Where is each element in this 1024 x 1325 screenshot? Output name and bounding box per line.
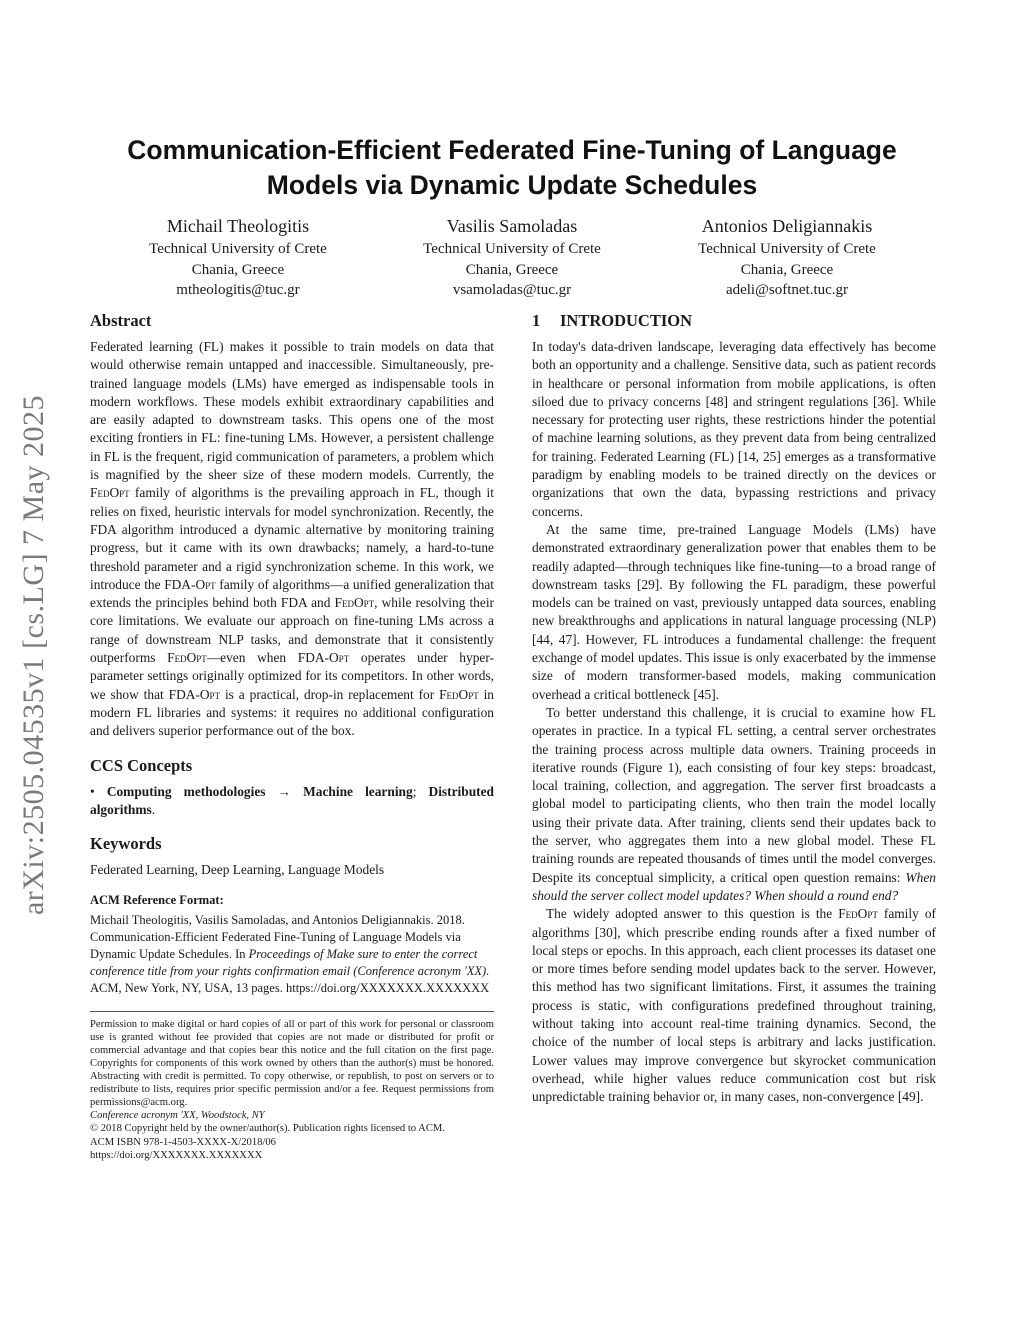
author-name: Antonios Deligiannakis: [701, 216, 873, 236]
acm-ref-text: Michail Theologitis, Vasilis Samoladas, and Antonios Deligiannakis. 2018. Communication-Efficient Federated Fine-Tuning of Language Models via Dynamic Update Schedules. In Proceedings of Make sure to enter the correct conference title from your rights confirmation email (Conference acronym 'XX). ACM, New York, NY, USA, 13 pages. https://doi.org/XXXXXXX.XXXXXXX: [90, 912, 490, 995]
author-block: [387, 214, 637, 301]
right-column: [532, 310, 936, 1106]
arxiv-stamp: [14, 352, 54, 957]
abstract-text: Federated learning (FL) makes it possible to train models on data that would otherwise remain untapped and inaccessible. Simultaneously, pre-trained language models (LMs) have emerged as indispensable tools in modern workflows. These models exhibit extraordinary capabilities and are easily adapted to downstream tasks. This opens one of the most exciting frontiers in FL: fine-tuning LMs. However, a persistent challenge in FL is the frequent, rigid communication of parameters, a problem which is magnified by the sheer size of these modern models. Currently, the FedOpt family of algorithms is the prevailing approach in FL, though it relies on fixed, heuristic intervals for model synchronization. Recently, the FDA algorithm introduced a dynamic alternative by monitoring training progress, but it came with its own drawbacks; namely, a hard-to-tune threshold parameter and a rigid synchronization scheme. In this work, we introduce the FDA-Opt family of algorithms—a unified generalization that extends the principles behind both FDA and FedOpt, while resolving their core limitations. We evaluate our approach on fine-tuning LMs across a range of downstream NLP tasks, and demonstrate that it consistently outperforms FedOpt—even when FDA-Opt operates under hyper-parameter settings originally optimized for its competitors. In other words, we show that FDA-Opt is a practical, drop-in replacement for FedOpt in modern FL libraries and systems: it requires no additional configuration and delivers superior performance out of the box.: [90, 339, 495, 739]
paper-title: Communication-Efficient Federated Fine-Tuning of Language Models via Dynamic Update Schedules: [127, 135, 897, 200]
doi-line: https://doi.org/XXXXXXX.XXXXXXX: [90, 1149, 263, 1161]
permission-notice: Permission to make digital or hard copies of all or part of this work for personal or classroom use is granted without fee provided that copies are not made or distributed for profit or commercial advantage and that copies bear this notice and the full citation on the first page. Copyrights for components of this work owned by others than the author(s) must be honored. Abstracting with credit is permitted. To copy otherwise, or republish, to post on servers or to redistribute to lists, requires prior specific permission and/or a fee. Request permissions from permissions@acm.org.: [90, 1018, 494, 1109]
author-email: adeli@softnet.tuc.gr: [725, 282, 849, 298]
author-name: Michail Theologitis: [166, 216, 310, 236]
footnote-rule: [90, 1011, 494, 1012]
keywords-text: Federated Learning, Deep Learning, Language Models: [90, 862, 385, 878]
author-email: mtheologitis@tuc.gr: [176, 282, 300, 298]
keywords-heading: Keywords: [90, 834, 162, 854]
author-block: [113, 214, 363, 301]
author-affiliation: Technical University of Crete: [698, 241, 876, 257]
ccs-concepts: • Computing methodologies → Machine learning; Distributed algorithms.: [90, 783, 495, 817]
author-affiliation: Technical University of Crete: [149, 241, 327, 257]
intro-heading: 1 INTRODUCTION: [532, 311, 693, 330]
intro-paragraph: To better understand this challenge, it is crucial to examine how FL operates in practice. In a typical FL setting, a central server orchestrates the training process across multiple data owners. Training proceeds in iterative rounds (Figure 1), each consisting of four key steps: broadcast, local training, collection, and aggregation. The server first broadcasts a global model to participating clients, who then train the model locally using their private data. After training, clients send their updates back to the server, who aggregates them into a new global model. These FL training rounds are repeated thousands of times until the model converges. Despite its conceptual simplicity, a critical open question remains: When should the server collect model updates? When should a round end?: [532, 704, 936, 903]
intro-paragraph: At the same time, pre-trained Language Models (LMs) have demonstrated extraordinary generalization power that enables them to be readily adapted—through techniques like fine-tuning—to a broad range of downstream tasks [29]. By following the FL paradigm, these powerful models can be trained on vast, previously untapped data sources, enabling new breakthroughs and applications in natural language processing (NLP) [44, 47]. However, FL introduces a fundamental challenge: the frequent exchange of model updates. This issue is only exacerbated by the immense size of modern transformer-based models, making communication overhead a critical bottleneck [45].: [532, 521, 936, 702]
intro-paragraph: In today's data-driven landscape, leveraging data effectively has become both an opportunity and a challenge. Sensitive data, such as patient records in healthcare or personal information from mobile applications, is often siloed due to privacy concerns [48] and stringent regulations [36]. While necessary for protecting user rights, these restrictions hinder the potential of machine learning solutions, as they prevent data from being centralized for training. Federated Learning (FL) [14, 25] emerges as a transformative paradigm by enabling models to be trained directly on the devices or organizations that own the data, bypassing restrictions and privacy concerns.: [532, 339, 936, 519]
author-location: Chania, Greece: [465, 261, 559, 278]
author-email: vsamoladas@tuc.gr: [452, 282, 572, 298]
copyright-line: © 2018 Copyright held by the owner/author(s). Publication rights licensed to ACM.: [90, 1123, 445, 1135]
acm-ref-heading: ACM Reference Format:: [90, 893, 224, 908]
left-column: [90, 310, 494, 1162]
conference-line: Conference acronym 'XX, Woodstock, NY: [90, 1110, 265, 1122]
isbn-line: ACM ISBN 978-1-4503-XXXX-X/2018/06: [90, 1136, 276, 1148]
author-name: Vasilis Samoladas: [446, 216, 578, 236]
author-location: Chania, Greece: [191, 261, 285, 278]
author-location: Chania, Greece: [740, 261, 834, 278]
arxiv-stamp-text: arXiv:2505.04535v1 [cs.LG] 7 May 2025: [17, 394, 50, 915]
author-affiliation: Technical University of Crete: [423, 241, 601, 257]
author-block: [662, 214, 912, 301]
abstract-heading: Abstract: [90, 311, 152, 330]
intro-paragraph: The widely adopted answer to this question is the FedOpt family of algorithms [30], which prescribe ending rounds after a fixed number of local steps or epochs. In this approach, each client processes its dataset one or more times before sending model updates back to the server. However, this method has two significant limitations. First, it assumes the training process is static, with configurations predefined throughout training, without taking into account real-time training dynamics. Second, the choice of the number of local steps is arbitrary and lacks justification. Lower values may improve convergence but skyrocket communication overhead, while higher values reduce communication cost but risk unpredictable training behavior or, in many cases, non-convergence [49].: [532, 906, 936, 1105]
ccs-heading: CCS Concepts: [90, 755, 193, 775]
